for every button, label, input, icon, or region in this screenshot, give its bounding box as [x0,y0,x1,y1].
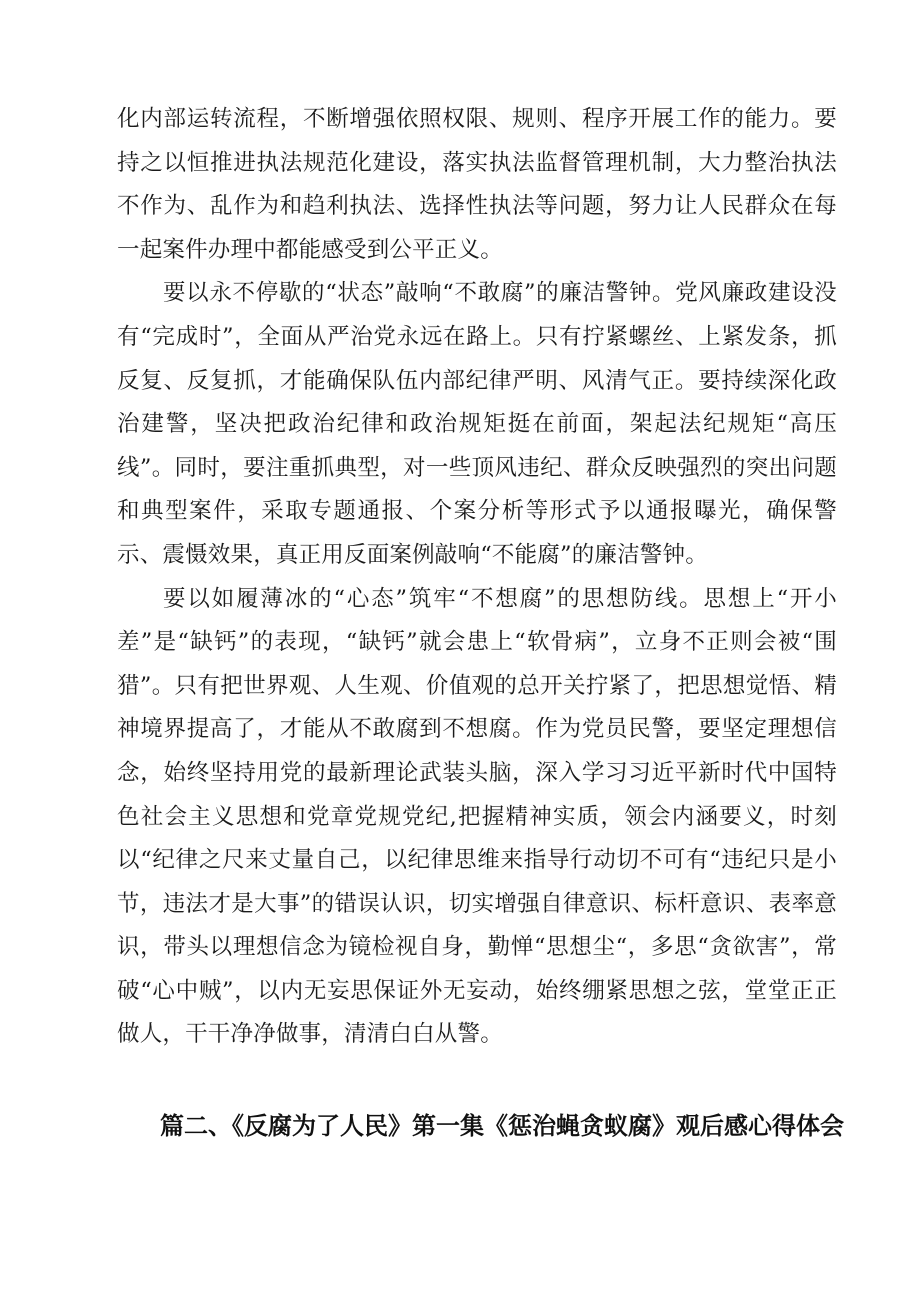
section-heading: 篇二、《反腐为了人民》第一集《惩治蝇贪蚁腐》观后感心得体会 [160,1112,844,1140]
paragraph-bu-xiang-fu: 要以如履薄冰的“心态”筑牢“不想腐”的思想防线。思想上“开小差”是“缺钙”的表现，“缺钙”就会患上“软骨病”，立身不正则会被“围猎”。只有把世界观、人生观、价值观的总开关拧紧了，把思想觉悟、精神境界提高了，才能从不敢腐到不想腐。作为党员民警，要坚定理想信念，始终坚持用党的最新理论武装头脑，深入学习习近平新时代中国特色社会主义思想和党章党规党纪,把握精神实质，领会内涵要义，时刻以“纪律之尺来丈量自己，以纪律思维来指导行动切不可有“违纪只是小节，违法才是大事”的错误认识，切实增强自律意识、标杆意识、表率意识，带头以理想信念为镜检视自身，勤惮“思想尘“，多思“贪欲害”，常破“心中贼”，以内无妄思保证外无妄动，始终绷紧思想之弦，堂堂正正做人，干干净净做事，清清白白从警。 [117,585,837,1048]
document-body [117,98,837,1057]
paragraph-continuation: 化内部运转流程，不断增强依照权限、规则、程序开展工作的能力。要持之以恒推进执法规范化建设，落实执法监督管理机制，大力整治执法不作为、乱作为和趋利执法、选择性执法等问题，努力让人民群众在每一起案件办理中都能感受到公平正义。 [117,106,837,263]
paragraph-bu-gan-fu: 要以永不停歇的“状态”敲响“不敢腐”的廉洁警钟。党风廉政建设没有“完成时”，全面从严治党永远在路上。只有拧紧螺丝、上紧发条，抓反复、反复抓，才能确保队伍内部纪律严明、风清气正。要持续深化政治建警，坚决把政治纪律和政治规矩挺在前面，架起法纪规矩“高压线”。同时，要注重抓典型，对一些顶风违纪、群众反映强烈的突出问题和典型案件，采取专题通报、个案分析等形式予以通报曝光，确保警示、震慑效果，真正用反面案例敲响“不能腐”的廉洁警钟。 [117,280,837,568]
